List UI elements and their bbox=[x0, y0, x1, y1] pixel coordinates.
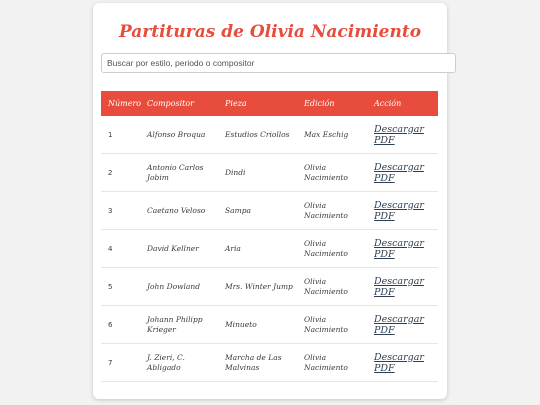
cell-number: 5 bbox=[101, 268, 140, 306]
cell-piece: Aria bbox=[218, 230, 297, 268]
cell-action bbox=[367, 268, 438, 306]
cell-action bbox=[367, 344, 438, 382]
header-edition: Edición bbox=[297, 91, 367, 116]
download-pdf-link[interactable] bbox=[374, 124, 434, 146]
cell-edition: Olivia Nacimiento bbox=[297, 192, 367, 230]
table-row bbox=[101, 230, 438, 268]
cell-edition: Olivia Nacimiento bbox=[297, 230, 367, 268]
cell-piece: Estudios Criollos bbox=[218, 116, 297, 154]
cell-action bbox=[367, 116, 438, 154]
cell-action bbox=[367, 306, 438, 344]
download-pdf-label: Descargar PDF bbox=[374, 161, 424, 184]
download-pdf-label: Descargar PDF bbox=[374, 199, 424, 222]
table-row bbox=[101, 154, 438, 192]
header-piece: Pieza bbox=[218, 91, 297, 116]
table-header bbox=[101, 91, 438, 116]
page-title: Partituras de Olivia Nacimiento bbox=[118, 22, 422, 42]
header-composer: Compositor bbox=[140, 91, 218, 116]
cell-action bbox=[367, 192, 438, 230]
table-row bbox=[101, 268, 438, 306]
download-pdf-link[interactable] bbox=[374, 314, 434, 336]
cell-piece: Mrs. Winter Jump bbox=[218, 268, 297, 306]
cell-composer: Alfonso Broqua bbox=[140, 116, 218, 154]
cell-edition: Olivia Nacimiento bbox=[297, 344, 367, 382]
cell-number: 4 bbox=[101, 230, 140, 268]
cell-number: 7 bbox=[101, 344, 140, 382]
cell-edition: Olivia Nacimiento bbox=[297, 306, 367, 344]
cell-number: 6 bbox=[101, 306, 140, 344]
cell-edition: Olivia Nacimiento bbox=[297, 154, 367, 192]
download-pdf-link[interactable] bbox=[374, 352, 434, 374]
table-row bbox=[101, 344, 438, 382]
cell-composer: David Kellner bbox=[140, 230, 218, 268]
table-row bbox=[101, 192, 438, 230]
cell-composer: Caetano Veloso bbox=[140, 192, 218, 230]
cell-composer: John Dowland bbox=[140, 268, 218, 306]
cell-action bbox=[367, 230, 438, 268]
download-pdf-link[interactable] bbox=[374, 238, 434, 260]
cell-composer: J. Zieri, C. Abligado bbox=[140, 344, 218, 382]
cell-number: 2 bbox=[101, 154, 140, 192]
cell-piece: Minueto bbox=[218, 306, 297, 344]
cell-number: 1 bbox=[101, 116, 140, 154]
cell-edition: Max Eschig bbox=[297, 116, 367, 154]
cell-action bbox=[367, 154, 438, 192]
cell-composer: Antonio Carlos Jobim bbox=[140, 154, 218, 192]
cell-piece: Sampa bbox=[218, 192, 297, 230]
download-pdf-link[interactable] bbox=[374, 200, 434, 222]
scores-table-container bbox=[101, 91, 438, 382]
download-pdf-label: Descargar PDF bbox=[374, 275, 424, 298]
table-body bbox=[101, 116, 438, 382]
cell-edition: Olivia Nacimiento bbox=[297, 268, 367, 306]
download-pdf-link[interactable] bbox=[374, 276, 434, 298]
download-pdf-link[interactable] bbox=[374, 162, 434, 184]
table-row bbox=[101, 306, 438, 344]
header-number: Número bbox=[101, 91, 140, 116]
download-pdf-label: Descargar PDF bbox=[374, 237, 424, 260]
search-input[interactable] bbox=[101, 53, 456, 73]
cell-composer: Johann Philipp Krieger bbox=[140, 306, 218, 344]
download-pdf-label: Descargar PDF bbox=[374, 351, 424, 374]
scores-table bbox=[101, 91, 438, 382]
cell-piece: Dindi bbox=[218, 154, 297, 192]
download-pdf-label: Descargar PDF bbox=[374, 313, 424, 336]
cell-number: 3 bbox=[101, 192, 140, 230]
cell-piece: Marcha de Las Malvinas bbox=[218, 344, 297, 382]
table-row bbox=[101, 116, 438, 154]
header-action: Acción bbox=[367, 91, 438, 116]
table-header-row bbox=[101, 91, 438, 116]
download-pdf-label: Descargar PDF bbox=[374, 123, 424, 146]
